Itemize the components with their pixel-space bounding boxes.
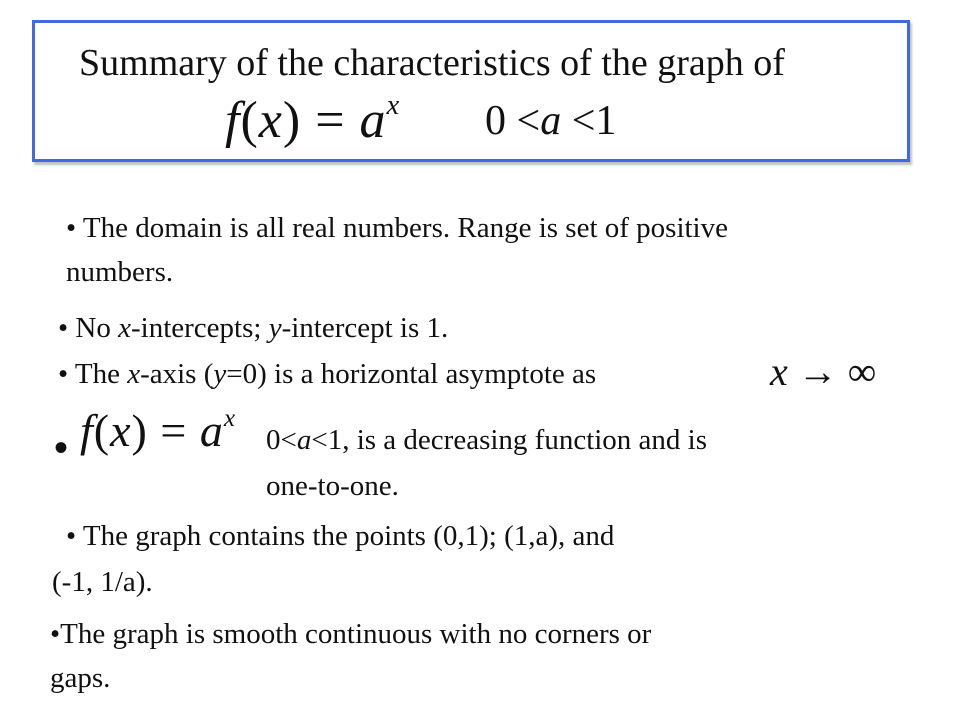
b2-post: -intercept is 1. xyxy=(281,312,449,344)
b3-mid: -axis ( xyxy=(140,358,214,390)
formula-paren-close: ) xyxy=(282,92,302,149)
b4-pre: 0< xyxy=(266,424,297,456)
inline-base: a xyxy=(199,405,224,456)
b2-y: y xyxy=(268,312,282,344)
cond-prefix: 0 < xyxy=(485,98,541,144)
inline-exponent: x xyxy=(223,403,237,432)
b3-y: y xyxy=(213,358,227,390)
inline-paren-close: ) xyxy=(131,405,148,456)
bullet-points-line1: • The graph contains the points (0,1); (1,a), and xyxy=(66,520,615,552)
title-condition xyxy=(485,97,616,145)
arrow-var: x xyxy=(770,349,788,394)
bullet-domain-line2: numbers. xyxy=(66,256,174,288)
cond-var: a xyxy=(540,98,562,144)
b3-x: x xyxy=(127,358,141,390)
inline-paren-open: ( xyxy=(93,405,111,456)
bullet-domain-line1: • The domain is all real numbers. Range is set of positive xyxy=(66,212,728,244)
title-box xyxy=(32,20,910,162)
bullet-decreasing-line1 xyxy=(266,422,707,458)
title-text: Summary of the characteristics of the graph of xyxy=(79,42,785,84)
formula-x: x xyxy=(258,92,283,149)
b3-pre: • The xyxy=(58,358,128,390)
title-formula xyxy=(225,91,400,150)
bullet-dot: • xyxy=(54,425,69,470)
inline-formula xyxy=(80,404,236,457)
x-to-infinity xyxy=(770,348,876,395)
formula-exponent: x xyxy=(386,90,401,122)
inline-f: f xyxy=(80,405,94,456)
arrow-infinity: → ∞ xyxy=(787,349,877,394)
b4-var: a xyxy=(296,424,312,456)
cond-suffix: <1 xyxy=(561,98,617,144)
bullet-smooth-line1: •The graph is smooth continuous with no corners or xyxy=(50,618,652,650)
b2-pre: • No xyxy=(58,312,119,344)
bullet-decreasing-line2: one-to-one. xyxy=(266,470,399,502)
bullet-intercepts xyxy=(58,310,448,346)
b3-post: =0) is a horizontal asymptote as xyxy=(226,358,597,390)
formula-f: f xyxy=(225,92,241,149)
b4-post: <1, is a decreasing function and is xyxy=(311,424,708,456)
formula-eq: = xyxy=(301,92,360,149)
formula-paren-open: ( xyxy=(240,92,259,149)
inline-x: x xyxy=(110,405,132,456)
bullet-asymptote xyxy=(58,356,596,392)
formula-base: a xyxy=(359,92,387,149)
bullet-points-line2: (-1, 1/a). xyxy=(52,566,153,598)
b2-x: x xyxy=(118,312,131,344)
bullet-smooth-line2: gaps. xyxy=(50,662,111,694)
b2-mid: -intercepts; xyxy=(130,312,269,344)
inline-eq: = xyxy=(147,405,200,456)
